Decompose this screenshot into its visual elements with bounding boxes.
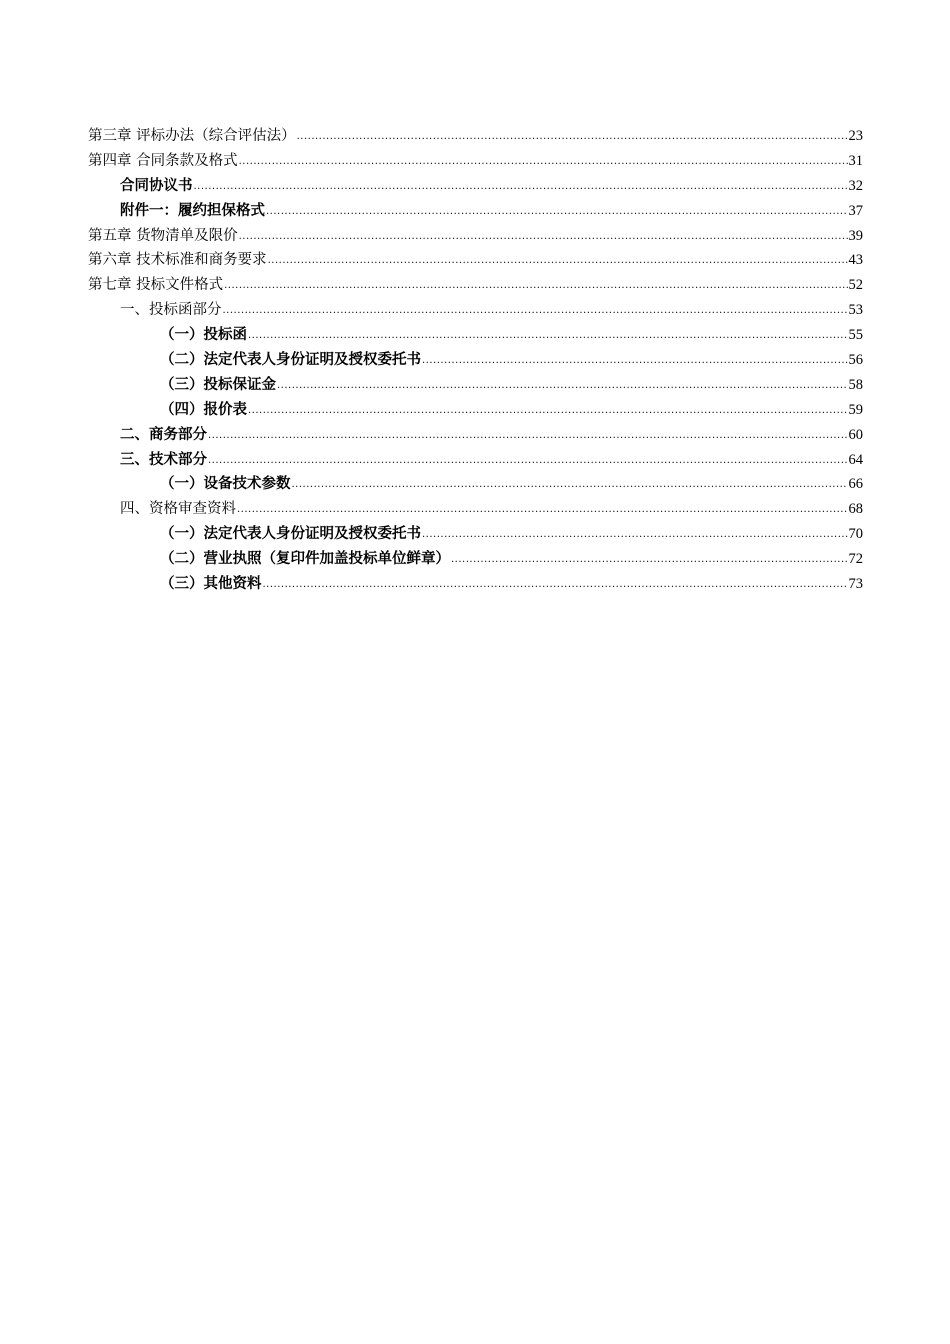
toc-page-number: 56 [848,352,863,369]
toc-page-number: 52 [848,277,863,294]
toc-entry-title: 第五章 货物清单及限价 [88,227,238,244]
toc-dot-leader [248,324,848,349]
toc-entry-title: 第七章 投标文件格式 [88,277,224,294]
toc-entry-chapter-4[interactable] [88,149,863,174]
toc-dot-leader [224,274,847,299]
toc-entry-title: （一）设备技术参数 [160,475,291,493]
toc-entry-commercial-section[interactable] [88,423,863,448]
toc-entry-title: 二、商务部分 [120,425,207,443]
toc-dot-leader [237,498,848,523]
toc-page-number: 31 [848,152,863,169]
toc-entry-title: （四）报价表 [160,400,247,418]
toc-dot-leader [208,424,848,449]
toc-page-number: 68 [848,501,863,518]
toc-entry-contract-agreement[interactable] [88,174,863,199]
toc-dot-leader [208,449,848,474]
toc-entry-chapter-7[interactable] [88,273,863,298]
toc-entry-legal-rep-authorization[interactable] [88,348,863,373]
toc-dot-leader [266,200,848,225]
toc-dot-leader [422,523,848,548]
toc-dot-leader [223,299,848,324]
toc-entry-title: （三）其他资料 [160,575,262,593]
toc-entry-title: 一、投标函部分 [120,302,222,319]
toc-dot-leader [239,150,848,175]
toc-entry-performance-guarantee[interactable] [88,199,863,224]
toc-entry-bid-bond[interactable] [88,373,863,398]
toc-entry-equipment-specs[interactable] [88,472,863,497]
toc-page-number: 59 [848,401,863,418]
toc-dot-leader [297,125,848,150]
toc-page-number: 70 [848,526,863,543]
toc-page-number: 72 [848,551,863,568]
toc-dot-leader [239,225,848,250]
toc-dot-leader [451,548,848,573]
toc-entry-legal-rep-authorization-2[interactable] [88,522,863,547]
toc-page-number: 64 [848,451,863,468]
toc-page-number: 73 [848,576,863,593]
toc-page-number: 66 [848,476,863,493]
toc-entry-title: 第三章 评标办法（综合评估法） [88,128,296,144]
toc-dot-leader [248,399,848,424]
toc-entry-title: （二）法定代表人身份证明及授权委托书 [160,351,421,369]
toc-page-number: 39 [848,227,863,244]
toc-entry-title: 附件一：履约担保格式 [120,201,265,219]
toc-entry-title: 第四章 合同条款及格式 [88,152,238,169]
toc-page-number: 60 [848,426,863,443]
toc-page-number: 23 [848,128,863,144]
toc-page-number: 37 [848,202,863,219]
toc-page-number: 58 [848,376,863,393]
toc-entry-chapter-3[interactable] [88,124,863,149]
toc-entry-other-materials[interactable] [88,572,863,597]
toc-page-number: 55 [848,327,863,344]
toc-entry-title: （一）法定代表人身份证明及授权委托书 [160,525,421,543]
toc-entry-qualification-section[interactable] [88,497,863,522]
toc-entry-bid-letter[interactable] [88,323,863,348]
toc-entry-title: （三）投标保证金 [160,375,276,393]
toc-entry-title: 四、资格审查资料 [120,501,236,518]
toc-entry-chapter-6[interactable] [88,248,863,273]
toc-entry-chapter-5[interactable] [88,224,863,249]
toc-entry-business-license[interactable] [88,547,863,572]
toc-dot-leader [422,349,848,374]
toc-page-number: 53 [848,302,863,319]
toc-dot-leader [292,473,848,498]
toc-page-number: 43 [848,252,863,269]
toc-dot-leader [268,249,848,274]
toc-entry-bid-letter-section[interactable] [88,298,863,323]
toc-dot-leader [194,175,848,200]
table-of-contents [88,124,863,597]
toc-dot-leader [277,374,848,399]
toc-entry-technical-section[interactable] [88,448,863,473]
toc-entry-title: （二）营业执照（复印件加盖投标单位鲜章） [160,550,450,568]
toc-entry-title: 三、技术部分 [120,450,207,468]
toc-entry-title: 第六章 技术标准和商务要求 [88,252,267,269]
toc-page-number: 32 [848,177,863,194]
toc-entry-title: 合同协议书 [120,176,193,194]
toc-dot-leader [263,573,848,598]
toc-entry-price-schedule[interactable] [88,398,863,423]
toc-entry-title: （一）投标函 [160,326,247,344]
